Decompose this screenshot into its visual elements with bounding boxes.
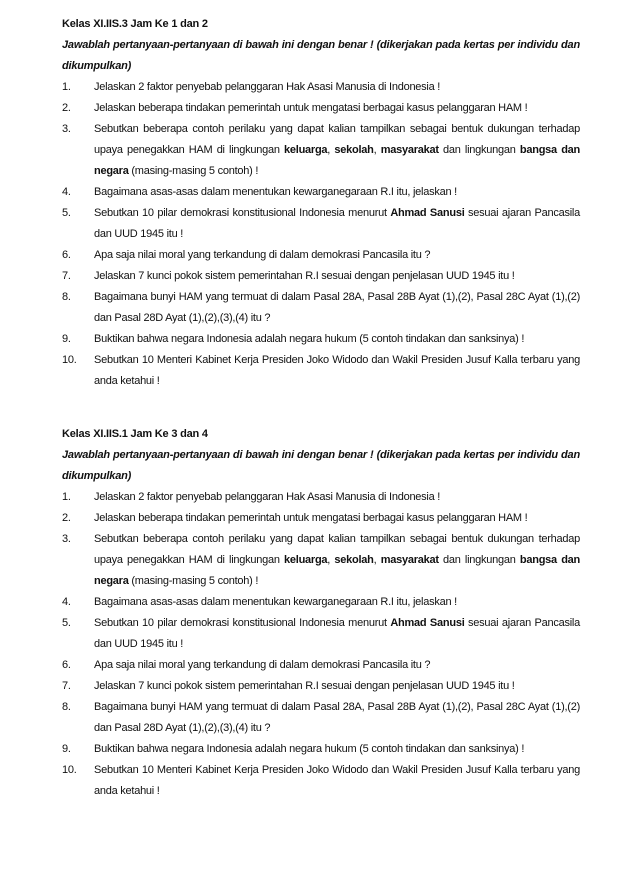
- emphasis-text: sekolah: [334, 554, 374, 566]
- question-text: [94, 333, 524, 345]
- question-number: 5.: [62, 207, 71, 219]
- question-text: [94, 512, 527, 524]
- question-number: 1.: [62, 491, 71, 503]
- question-number: 2.: [62, 512, 71, 524]
- text-run: Jelaskan 7 kunci pokok sistem pemerintahan R.I sesuai dengan penjelasan UUD 1945 itu !: [94, 680, 515, 692]
- document-page: [62, 14, 580, 802]
- list-item: [62, 77, 580, 98]
- text-run: sesuai ajaran Pancasila dan UUD 1945 itu !: [94, 617, 580, 650]
- question-text: [94, 659, 430, 671]
- text-run: Apa saja nilai moral yang terkandung di dalam demokrasi Pancasila itu ?: [94, 659, 431, 671]
- question-text: [94, 207, 580, 240]
- question-number: 6.: [62, 659, 71, 671]
- question-text: [94, 764, 580, 797]
- question-number: 10.: [62, 354, 77, 366]
- question-list: [62, 487, 580, 802]
- text-run: Apa saja nilai moral yang terkandung di dalam demokrasi Pancasila itu ?: [94, 249, 431, 261]
- text-run: Sebutkan 10 pilar demokrasi konstitusional Indonesia menurut: [94, 207, 391, 219]
- text-run: Jelaskan 2 faktor penyebab pelanggaran Hak Asasi Manusia di Indonesia !: [94, 491, 441, 503]
- text-run: Jelaskan beberapa tindakan pemerintah untuk mengatasi berbagai kasus pelanggaran HAM !: [94, 512, 528, 524]
- text-run: dan lingkungan: [438, 554, 520, 566]
- list-item: [62, 697, 580, 739]
- list-item: [62, 529, 580, 592]
- question-list: [62, 77, 580, 392]
- question-number: 6.: [62, 249, 71, 261]
- question-text: [94, 533, 580, 587]
- text-run: ,: [327, 554, 335, 566]
- question-number: 4.: [62, 186, 71, 198]
- question-text: [94, 354, 580, 387]
- emphasis-text: keluarga: [284, 144, 328, 156]
- text-run: Jelaskan 2 faktor penyebab pelanggaran Hak Asasi Manusia di Indonesia !: [94, 81, 441, 93]
- list-item: [62, 98, 580, 119]
- question-text: [94, 123, 580, 177]
- question-text: [94, 743, 524, 755]
- emphasis-text: keluarga: [284, 554, 328, 566]
- text-run: dan lingkungan: [438, 144, 520, 156]
- emphasis-text: bangsa dan negara: [94, 554, 581, 587]
- text-run: Jelaskan beberapa tindakan pemerintah untuk mengatasi berbagai kasus pelanggaran HAM !: [94, 102, 528, 114]
- question-number: 1.: [62, 81, 71, 93]
- list-item: [62, 329, 580, 350]
- text-run: Bagaimana bunyi HAM yang termuat di dalam Pasal 28A, Pasal 28B Ayat (1),(2), Pasal 28C Ayat (1),(2) dan Pasal 28D Ayat (1),(2),(3),(4) itu ?: [94, 291, 580, 324]
- list-item: [62, 676, 580, 697]
- text-run: Sebutkan beberapa contoh perilaku yang dapat kalian tampilkan sebagai bentuk dukungan terhadap upaya penegakkan HAM di lingkungan: [94, 123, 580, 156]
- section-xi-iis-3: [62, 14, 580, 392]
- text-run: Bagaimana asas-asas dalam menentukan kewarganegaraan R.I itu, jelaskan !: [94, 596, 457, 608]
- text-run: ,: [373, 144, 381, 156]
- text-run: (masing-masing 5 contoh) !: [128, 575, 259, 587]
- list-item: [62, 655, 580, 676]
- list-item: [62, 739, 580, 760]
- question-number: 9.: [62, 333, 71, 345]
- list-item: [62, 350, 580, 392]
- question-number: 7.: [62, 680, 71, 692]
- question-number: 8.: [62, 291, 71, 303]
- text-run: Jelaskan 7 kunci pokok sistem pemerintahan R.I sesuai dengan penjelasan UUD 1945 itu !: [94, 270, 515, 282]
- emphasis-text: masyarakat: [380, 144, 439, 156]
- list-item: [62, 613, 580, 655]
- question-text: [94, 249, 430, 261]
- question-number: 4.: [62, 596, 71, 608]
- list-item: [62, 287, 580, 329]
- question-number: 8.: [62, 701, 71, 713]
- text-run: Sebutkan 10 pilar demokrasi konstitusional Indonesia menurut: [94, 617, 391, 629]
- text-run: Bagaimana bunyi HAM yang termuat di dalam Pasal 28A, Pasal 28B Ayat (1),(2), Pasal 28C Ayat (1),(2) dan Pasal 28D Ayat (1),(2),(3),(4) itu ?: [94, 701, 580, 734]
- text-run: ,: [327, 144, 335, 156]
- list-item: [62, 182, 580, 203]
- emphasis-text: Ahmad Sanusi: [390, 207, 465, 219]
- section-instruction: Jawablah pertanyaan-pertanyaan di bawah ini dengan benar ! (dikerjakan pada kertas per individu dan dikumpulkan): [62, 449, 580, 482]
- list-item: [62, 508, 580, 529]
- question-text: [94, 270, 515, 282]
- list-item: [62, 245, 580, 266]
- list-item: [62, 592, 580, 613]
- question-text: [94, 701, 580, 734]
- section-instruction: Jawablah pertanyaan-pertanyaan di bawah ini dengan benar ! (dikerjakan pada kertas per individu dan dikumpulkan): [62, 39, 580, 72]
- question-number: 5.: [62, 617, 71, 629]
- text-run: ,: [373, 554, 381, 566]
- text-run: Buktikan bahwa negara Indonesia adalah negara hukum (5 contoh tindakan dan sanksinya) !: [94, 333, 525, 345]
- question-number: 3.: [62, 123, 71, 135]
- text-run: Bagaimana asas-asas dalam menentukan kewarganegaraan R.I itu, jelaskan !: [94, 186, 457, 198]
- emphasis-text: sekolah: [334, 144, 374, 156]
- question-number: 3.: [62, 533, 71, 545]
- emphasis-text: bangsa dan negara: [94, 144, 581, 177]
- question-text: [94, 617, 580, 650]
- text-run: sesuai ajaran Pancasila dan UUD 1945 itu !: [94, 207, 580, 240]
- question-number: 7.: [62, 270, 71, 282]
- question-text: [94, 81, 440, 93]
- question-number: 9.: [62, 743, 71, 755]
- text-run: Sebutkan 10 Menteri Kabinet Kerja Presiden Joko Widodo dan Wakil Presiden Jusuf Kalla terbaru yang anda ketahui !: [94, 764, 580, 797]
- section-xi-iis-1: [62, 424, 580, 802]
- text-run: (masing-masing 5 contoh) !: [128, 165, 259, 177]
- text-run: Sebutkan beberapa contoh perilaku yang dapat kalian tampilkan sebagai bentuk dukungan terhadap upaya penegakkan HAM di lingkungan: [94, 533, 580, 566]
- text-run: Sebutkan 10 Menteri Kabinet Kerja Presiden Joko Widodo dan Wakil Presiden Jusuf Kalla terbaru yang anda ketahui !: [94, 354, 580, 387]
- section-heading: Kelas XI.IIS.1 Jam Ke 3 dan 4: [62, 428, 208, 440]
- question-number: 10.: [62, 764, 77, 776]
- question-text: [94, 291, 580, 324]
- question-text: [94, 102, 527, 114]
- section-heading: Kelas XI.IIS.3 Jam Ke 1 dan 2: [62, 18, 208, 30]
- emphasis-text: masyarakat: [380, 554, 439, 566]
- question-text: [94, 680, 515, 692]
- question-text: [94, 596, 457, 608]
- list-item: [62, 760, 580, 802]
- text-run: Buktikan bahwa negara Indonesia adalah negara hukum (5 contoh tindakan dan sanksinya) !: [94, 743, 525, 755]
- list-item: [62, 203, 580, 245]
- list-item: [62, 487, 580, 508]
- question-text: [94, 186, 457, 198]
- question-number: 2.: [62, 102, 71, 114]
- list-item: [62, 119, 580, 182]
- emphasis-text: Ahmad Sanusi: [390, 617, 465, 629]
- question-text: [94, 491, 440, 503]
- list-item: [62, 266, 580, 287]
